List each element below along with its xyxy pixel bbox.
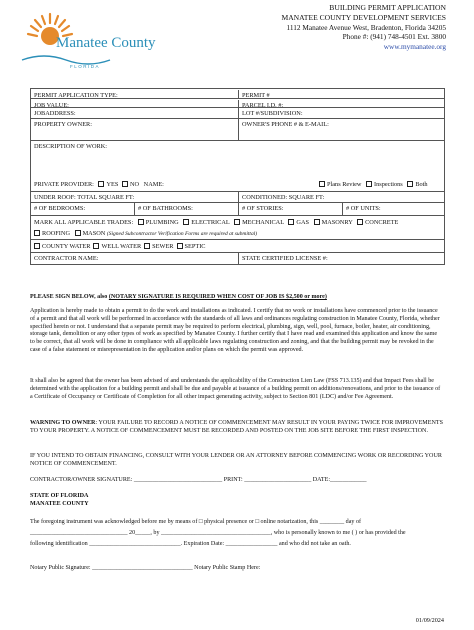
plumbing-checkbox[interactable] bbox=[138, 219, 144, 225]
trade-plumbing: PLUMBING bbox=[145, 219, 179, 226]
header-block bbox=[281, 3, 446, 51]
units-field[interactable]: # OF UNITS: bbox=[346, 205, 381, 212]
utility-well-water: WELL WATER bbox=[101, 243, 142, 250]
warning-text: : YOUR FAILURE TO RECORD A NOTICE OF COMMENCEMENT MAY RESULT IN YOUR PAYING TWICE FOR IMPROVEMENTS TO YOUR PROPERTY. A NOTICE OF COMMENCEMENT MUST BE RECORDED AND POSTED ON THE JOB SITE BEFORE THE FIRST INSPECTION. bbox=[30, 420, 443, 434]
trade-roofing: ROOFING bbox=[42, 229, 70, 237]
acknowledgment-line-3: following identification ______________________________. Expiration Date: _________________ and who did not take an oath. bbox=[30, 541, 351, 547]
job-address-field[interactable]: JOBADDRESS: bbox=[31, 108, 239, 118]
job-value-field[interactable]: JOB VALUE: bbox=[31, 100, 239, 108]
well-water-checkbox[interactable] bbox=[93, 243, 99, 249]
both-checkbox[interactable] bbox=[407, 181, 413, 187]
review-options-row bbox=[239, 176, 444, 191]
permit-form bbox=[30, 88, 445, 265]
under-roof-sqft-field[interactable]: UNDER ROOF: TOTAL SQUARE FT: bbox=[31, 192, 239, 202]
subcontractor-note: (Signed Subcontractor Verification Forms are required at submittal) bbox=[106, 230, 258, 237]
description-of-work-field[interactable]: DESCRIPTION OF WORK: bbox=[34, 143, 108, 150]
provider-name-label: NAME: bbox=[143, 181, 164, 189]
acknowledgment-line-2: ________________________________ 20_____, by ____________________________________, who is personally known to me ( ) or has provided the bbox=[30, 530, 406, 536]
utility-sewer: SEWER bbox=[152, 243, 174, 250]
property-owner-field[interactable]: PROPERTY OWNER: bbox=[31, 119, 239, 140]
logo-text: Manatee County bbox=[56, 35, 156, 51]
trade-mason: MASON bbox=[82, 229, 106, 237]
no-checkbox[interactable] bbox=[122, 181, 128, 187]
owner-phone-email-field[interactable]: OWNER'S PHONE # & E-MAIL: bbox=[242, 121, 329, 128]
warning-paragraph bbox=[30, 420, 443, 436]
gas-checkbox[interactable] bbox=[288, 219, 294, 225]
parcel-id-field[interactable]: PARCEL I.D. #: bbox=[242, 101, 284, 109]
lien-law-paragraph: It shall also be agreed that the owner has been advised of and understands the applicability of the Construction Lien Law (FSS 713.135) and that Impact Fees shall be determined with the application for a building permit and shall be due and payable at issuance of a building permit on additions/renovations, and prior to the issuance of a Certificate of Occupancy or Certificate of Completion for all other impact generating activity, subject to Section 801 (LDC) and/or Fee Agreement. bbox=[30, 378, 441, 400]
department-phone: Phone #: (941) 748-4501 Ext. 3800 bbox=[342, 32, 446, 42]
trade-electrical: ELECTRICAL bbox=[191, 219, 230, 226]
department-name: MANATEE COUNTY DEVELOPMENT SERVICES bbox=[281, 12, 446, 22]
permit-number-field[interactable]: PERMIT # bbox=[242, 92, 270, 99]
form-title: BUILDING PERMIT APPLICATION bbox=[329, 3, 446, 12]
trade-masonry: MASONRY bbox=[321, 219, 353, 226]
mason-checkbox[interactable] bbox=[75, 230, 81, 236]
trade-concrete: CONCRETE bbox=[365, 219, 399, 226]
notary-signature-line[interactable]: Notary Public Signature: _________________________________ Notary Public Stamp Here: bbox=[30, 565, 261, 571]
yes-label: YES bbox=[106, 181, 119, 189]
plans-review-checkbox[interactable] bbox=[319, 181, 325, 187]
sign-below-heading bbox=[30, 294, 443, 302]
certification-paragraph: Application is hereby made to obtain a permit to do the work and installations as indicated. I certify that no work or installations have commenced prior to the issuance of a permit and that all work will be performed in accordance with the standards of all laws and ordinances regulating construction in Manatee County, Florida, whether specified herein or not. I understand that a separate permit may be required to perform electrical, plumbing, sign, well, pool, furnace, boiler, heater, air conditioning, storage tank, demolition or any other types of work as specified by Manatee County. I further certify that I have read and examined this application and know the same to be correct, that all work will be done in compliance with all applicable laws regulating construction and zoning, and that the building permit may be revoked in the case of a false statement or misrepresentation in the application and/or plans on which the permit was approved. bbox=[30, 308, 440, 353]
septic-checkbox[interactable] bbox=[177, 243, 183, 249]
utility-county-water: COUNTY WATER bbox=[42, 243, 91, 250]
county-water-checkbox[interactable] bbox=[34, 243, 40, 249]
masonry-checkbox[interactable] bbox=[314, 219, 320, 225]
state-label: STATE OF FLORIDA bbox=[30, 493, 89, 499]
county-label: MANATEE COUNTY bbox=[30, 501, 89, 507]
acknowledgment-line-1: The foregoing instrument was acknowledged before me by means of □ physical presence or □ online notarization, this ________ day of bbox=[30, 519, 362, 525]
manatee-county-logo bbox=[14, 6, 156, 72]
lot-subdivision-field[interactable]: LOT #/SUBDIVISION: bbox=[242, 110, 303, 117]
private-provider-label: PRIVATE PROVIDER: bbox=[34, 181, 94, 189]
website-link[interactable]: www.mymanatee.org bbox=[383, 41, 446, 51]
trade-gas: GAS bbox=[296, 219, 310, 226]
utility-septic: SEPTIC bbox=[184, 243, 206, 250]
yes-checkbox[interactable] bbox=[98, 181, 104, 187]
contractor-name-field[interactable]: CONTRACTOR NAME: bbox=[31, 253, 239, 264]
sign-below-text: PLEASE SIGN BELOW, also bbox=[30, 294, 108, 300]
department-address: 1112 Manatee Avenue West, Bradenton, Florida 34205 bbox=[286, 22, 446, 32]
no-label: NO bbox=[129, 181, 140, 189]
financing-paragraph: IF YOU INTEND TO OBTAIN FINANCING, CONSULT WITH YOUR LENDER OR AN ATTORNEY BEFORE COMMENCING WORK OR RECORDING YOUR NOTICE OF COMMENCEMENT. bbox=[30, 453, 442, 467]
utilities-row bbox=[30, 239, 445, 252]
logo-subtext: FLORIDA bbox=[70, 64, 101, 69]
roofing-checkbox[interactable] bbox=[34, 230, 40, 236]
state-license-field[interactable]: STATE CERTIFIED LICENSE #: bbox=[242, 255, 328, 262]
bathrooms-field[interactable]: # OF BATHROOMS: bbox=[135, 203, 239, 215]
trades-section bbox=[30, 215, 445, 239]
trade-mechanical: MECHANICAL bbox=[242, 219, 284, 226]
inspections-label: Inspections bbox=[374, 181, 403, 189]
stories-field[interactable]: # OF STORIES: bbox=[239, 203, 343, 215]
inspections-checkbox[interactable] bbox=[366, 181, 372, 187]
bedrooms-field[interactable]: # OF BEDROOMS: bbox=[31, 203, 135, 215]
mark-trades-label: MARK ALL APPLICABLE TRADES: bbox=[34, 219, 134, 226]
revision-date: 01/09/2024 bbox=[415, 617, 444, 624]
permit-type-field[interactable]: PERMIT APPLICATION TYPE: bbox=[31, 90, 239, 98]
both-label: Both bbox=[415, 181, 428, 189]
mechanical-checkbox[interactable] bbox=[234, 219, 240, 225]
plans-review-label: Plans Review bbox=[327, 181, 362, 189]
conditioned-sqft-field[interactable]: CONDITIONED: SQUARE FT: bbox=[242, 194, 325, 201]
notary-requirement: (NOTARY SIGNATURE IS REQUIRED WHEN COST OF JOB IS $2,500 or more) bbox=[108, 294, 327, 300]
signature-line[interactable]: CONTRACTOR/OWNER SIGNATURE: _____________________________ PRINT: ______________________ DATE:____________ bbox=[30, 477, 367, 483]
warning-heading: WARNING TO OWNER bbox=[30, 420, 96, 426]
concrete-checkbox[interactable] bbox=[357, 219, 363, 225]
electrical-checkbox[interactable] bbox=[183, 219, 189, 225]
sewer-checkbox[interactable] bbox=[144, 243, 150, 249]
private-provider-row bbox=[31, 176, 239, 191]
